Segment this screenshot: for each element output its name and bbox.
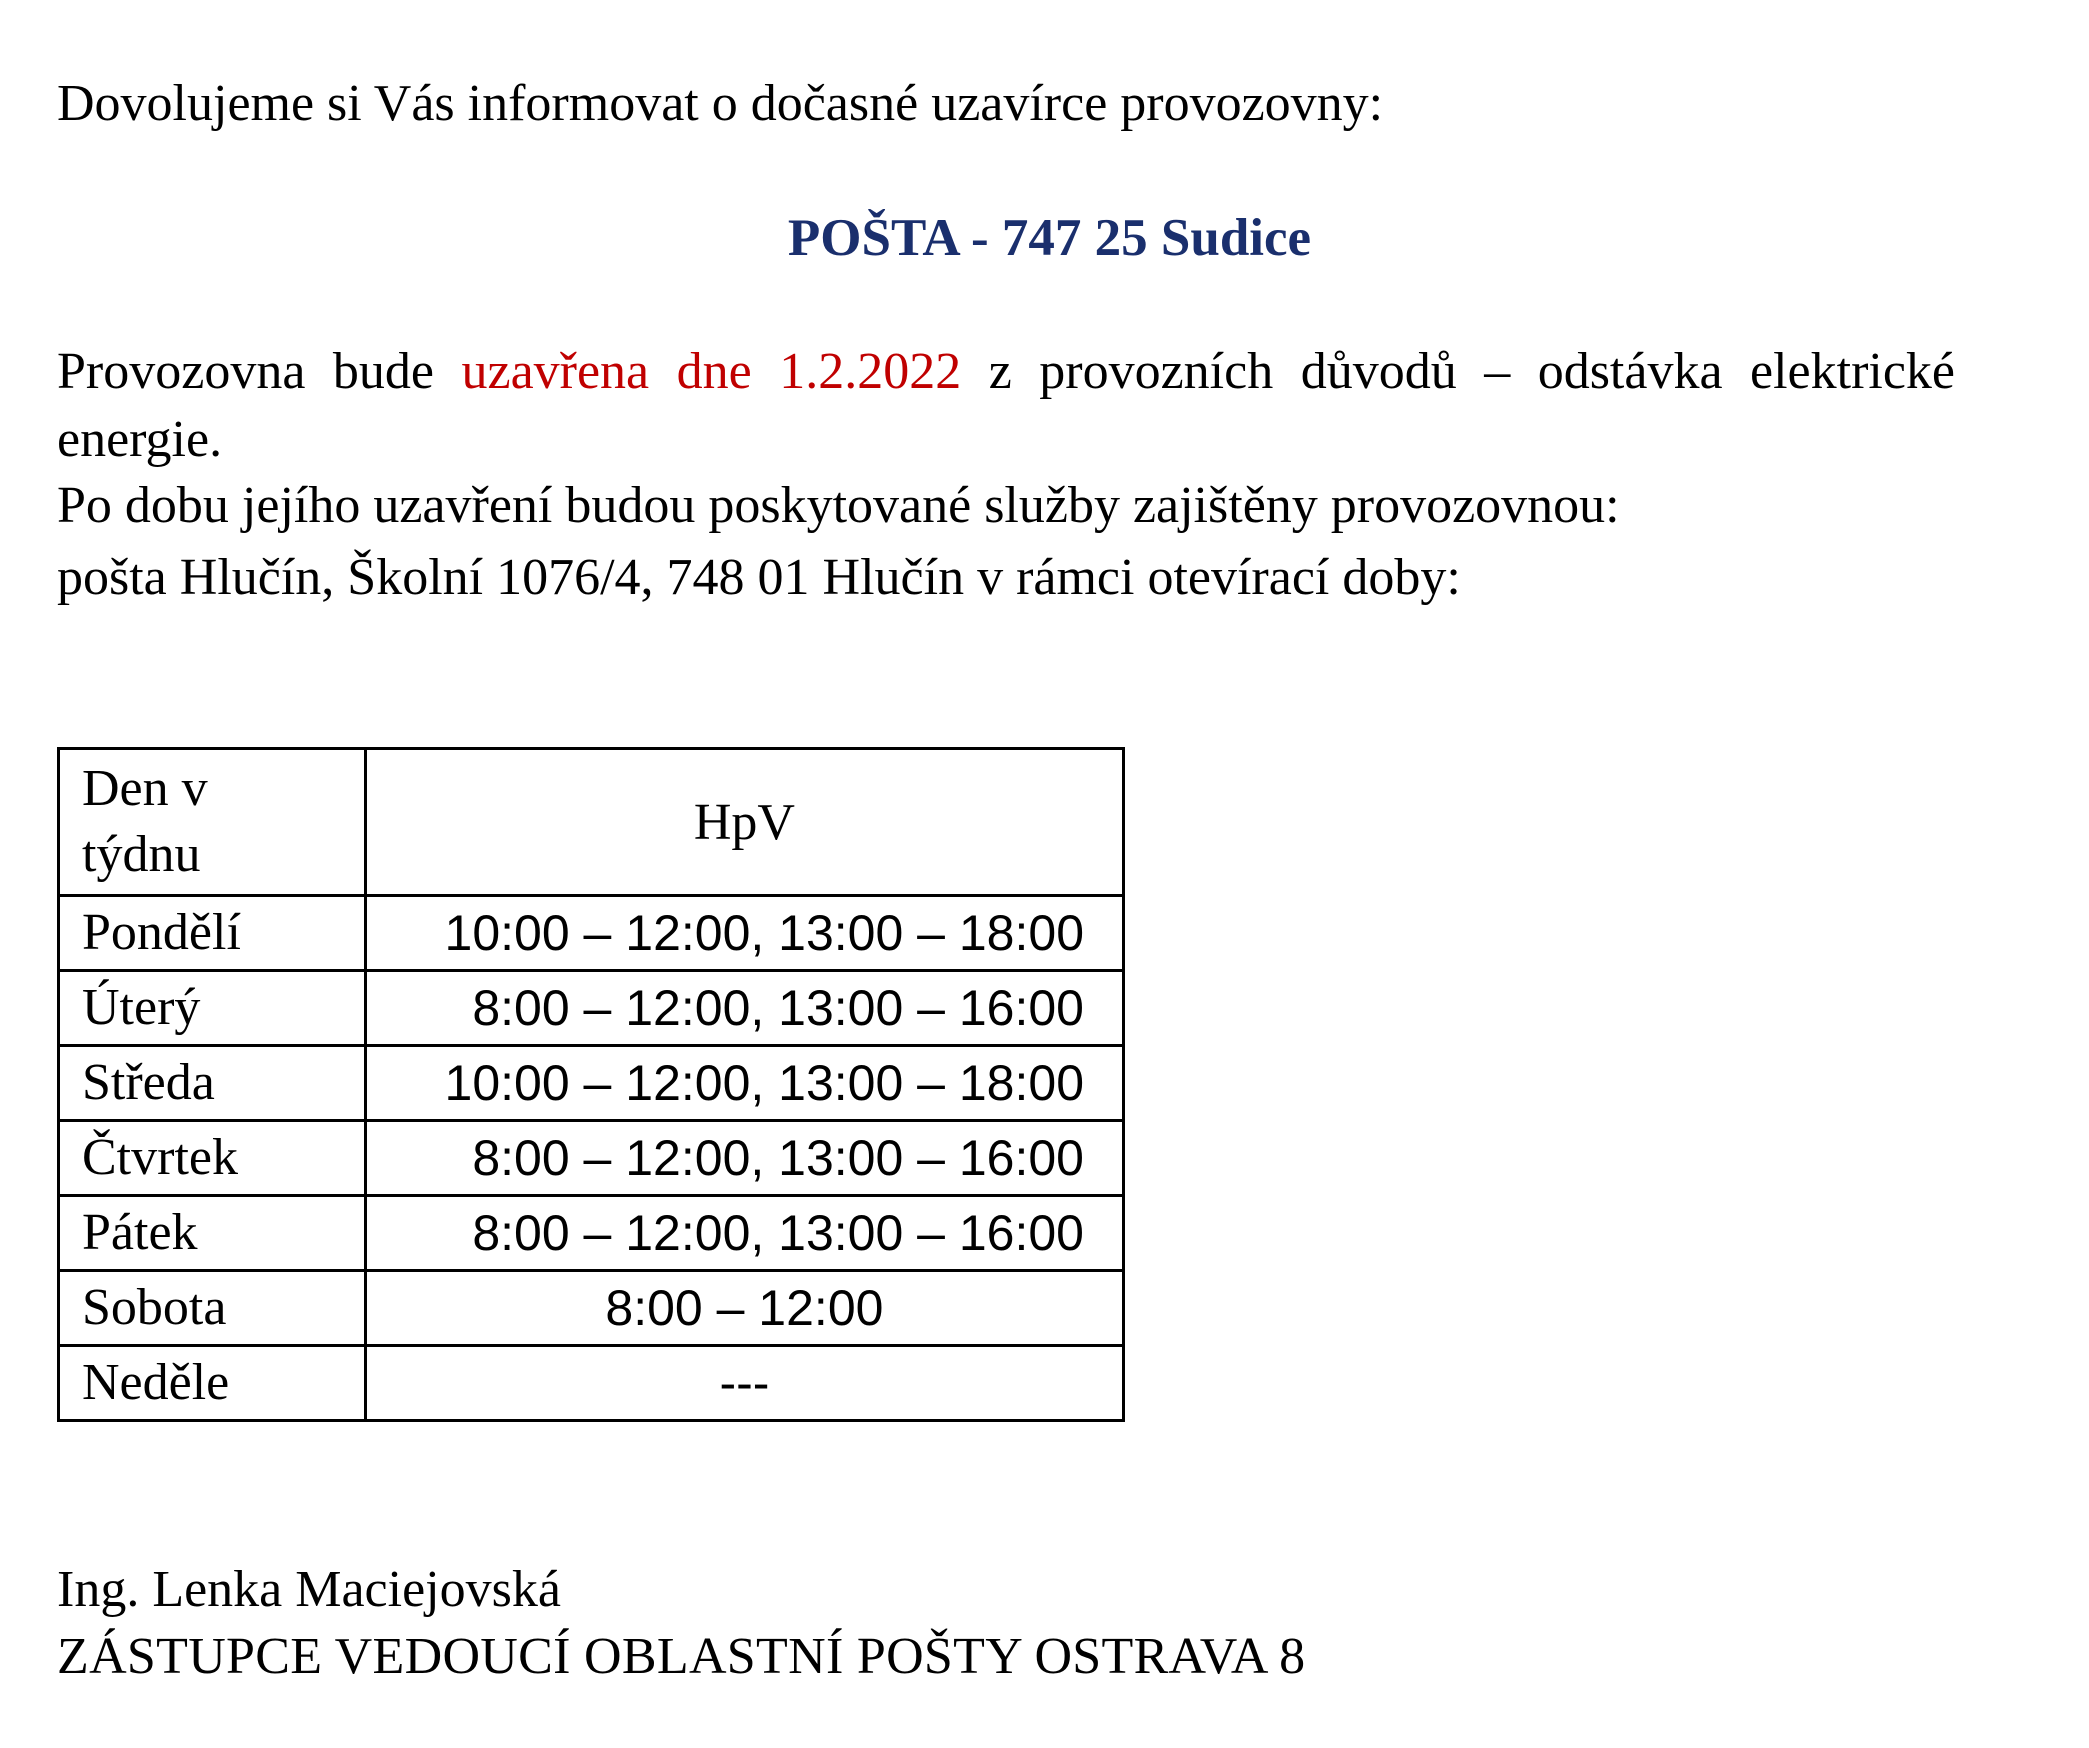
hours-cell: --- (365, 1346, 1123, 1421)
hours-cell: 8:00 – 12:00, 13:00 – 16:00 (365, 971, 1123, 1046)
closure-paragraph (57, 338, 1955, 474)
header-day-line-1: Den v (82, 760, 208, 817)
day-cell: Pátek (59, 1196, 366, 1271)
table-row (59, 1271, 1124, 1346)
hours-cell: 10:00 – 12:00, 13:00 – 18:00 (365, 1046, 1123, 1121)
table-row (59, 1346, 1124, 1421)
day-cell: Čtvrtek (59, 1121, 366, 1196)
table-row (59, 1196, 1124, 1271)
hours-cell: 8:00 – 12:00 (365, 1271, 1123, 1346)
hours-cell: 8:00 – 12:00, 13:00 – 16:00 (365, 1196, 1123, 1271)
opening-hours-table (57, 747, 1125, 1422)
day-cell: Neděle (59, 1346, 366, 1421)
header-day-of-week (59, 749, 366, 896)
signatory-name: Ing. Lenka Maciejovská (57, 1561, 561, 1618)
closure-date-highlight: uzavřena dne 1.2.2022 (461, 343, 962, 400)
header-day-line-2: týdnu (82, 826, 201, 883)
header-hours: HpV (365, 749, 1123, 896)
day-cell: Středa (59, 1046, 366, 1121)
table-header-row (59, 749, 1124, 896)
hours-cell: 10:00 – 12:00, 13:00 – 18:00 (365, 896, 1123, 971)
table-row (59, 971, 1124, 1046)
table-row (59, 896, 1124, 971)
alternate-office-address: pošta Hlučín, Školní 1076/4, 748 01 Hlučín v rámci otevírací doby: (57, 549, 1461, 606)
closure-text-before: Provozovna bude (57, 343, 462, 400)
day-cell: Pondělí (59, 896, 366, 971)
closure-text-after: z provozních důvodů – odstávka elektrické energie. (57, 343, 1956, 468)
post-office-title: POŠTA - 747 25 Sudice (787, 209, 1312, 267)
hours-cell: 8:00 – 12:00, 13:00 – 16:00 (365, 1121, 1123, 1196)
signatory-role: ZÁSTUPCE VEDOUCÍ OBLASTNÍ POŠTY OSTRAVA 8 (57, 1628, 1306, 1685)
table-row (59, 1121, 1124, 1196)
day-cell: Úterý (59, 971, 366, 1046)
intro-text: Dovolujeme si Vás informovat o dočasné uzavírce provozovny: (57, 75, 1384, 132)
table-row (59, 1046, 1124, 1121)
day-cell: Sobota (59, 1271, 366, 1346)
service-text: Po dobu jejího uzavření budou poskytované služby zajištěny provozovnou: (57, 477, 1620, 534)
